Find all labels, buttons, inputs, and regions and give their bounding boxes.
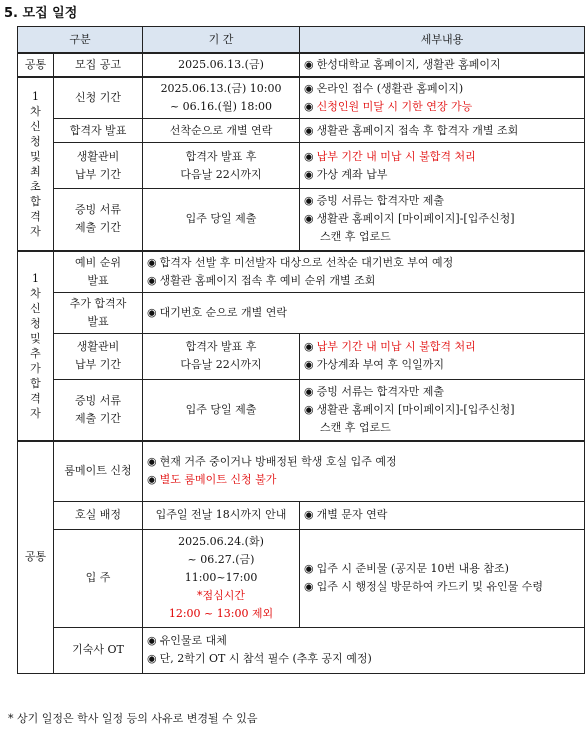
period-cell: 2025.06.13.(금) [143,53,300,77]
table-row [18,333,585,379]
table-row [18,53,585,77]
item-cell: 합격자 발표 [54,119,143,143]
details-cell: ◉ 납부 기간 내 미납 시 불합격 처리 ◉ 가상 계좌 납부 [300,143,585,189]
details-cell: ◉ 한성대학교 홈페이지, 생활관 홈페이지 [300,53,585,77]
table-row [18,529,585,627]
item-cell: 호실 배정 [54,501,143,529]
details-cell: ◉ 대기번호 순으로 개별 연락 [143,292,585,333]
period-cell: 선착순으로 개별 연락 [143,119,300,143]
details-cell: ◉ 증빙 서류는 합격자만 제출 ◉ 생활관 홈페이지 [마이페이지]-[입주신청] 스캔 후 업로드 [300,379,585,441]
table-row [18,292,585,333]
item-cell: 증빙 서류 제출 기간 [54,379,143,441]
item-cell: 증빙 서류 제출 기간 [54,189,143,251]
item-cell: 생활관비 납부 기간 [54,333,143,379]
group-cell: 공통 [18,441,54,673]
bullet-icon: ◉ [147,652,157,665]
item-cell: 신청 기간 [54,77,143,119]
period-cell: 합격자 발표 후 다음날 22시까지 [143,143,300,189]
bullet-icon: ◉ [304,149,314,163]
details-cell: ◉ 납부 기간 내 미납 시 불합격 처리 ◉ 가상계좌 부여 후 익일까지 [300,333,585,379]
bullet-icon: ◉ [304,402,314,416]
bullet-icon: ◉ [304,340,314,353]
bullet-icon: ◉ [304,508,314,521]
period-cell: 입주 당일 제출 [143,379,300,441]
details-cell: ◉ 증빙 서류는 합격자만 제출 ◉ 생활관 홈페이지 [마이페이지]-[입주신청] 스캔 후 업로드 [300,189,585,251]
period-cell: 입주일 전날 18시까지 안내 [143,501,300,529]
header-period: 기 간 [143,27,300,54]
bullet-icon: ◉ [304,194,314,208]
bullet-icon: ◉ [147,634,157,647]
group-cell: 1차신청및최초합격자 [18,77,54,251]
details-cell: ◉ 개별 문자 연락 [300,501,585,529]
details-cell: ◉ 온라인 접수 (생활관 홈페이지) ◉ 신청인원 미달 시 기한 연장 가능 [300,77,585,119]
table-row [18,189,585,251]
schedule-table [17,26,585,674]
item-cell: 생활관비 납부 기간 [54,143,143,189]
item-cell: 예비 순위 발표 [54,251,143,293]
table-row [18,77,585,119]
section-title: 5. 모집 일정 [4,6,78,21]
table-row [18,501,585,529]
bullet-icon: ◉ [147,273,157,287]
header-group: 구분 [18,27,143,54]
bullet-icon: ◉ [147,455,157,469]
bullet-icon: ◉ [304,580,314,593]
table-row [18,143,585,189]
bullet-icon: ◉ [304,358,314,371]
period-cell: 2025.06.13.(금) 10:00 ~ 06.16.(월) 18:00 [143,77,300,119]
header-details: 세부내용 [300,27,585,54]
group-cell: 1차신청및추가합격자 [18,251,54,442]
details-cell: ◉ 합격자 선발 후 미선발자 대상으로 선착순 대기번호 부여 예정 ◉ 생활관 홈페이지 접속 후 예비 순위 개별 조회 [143,251,585,293]
bullet-icon: ◉ [304,100,314,113]
bullet-icon: ◉ [304,58,314,71]
item-cell: 모집 공고 [54,53,143,77]
details-cell: ◉ 생활관 홈페이지 접속 후 합격자 개별 조회 [300,119,585,143]
group-cell: 공통 [18,53,54,77]
table-row [18,627,585,673]
table-row [18,119,585,143]
period-cell: 2025.06.24.(화) ~ 06.27.(금) 11:00~17:00 *점심시간 12:00 ~ 13:00 제외 [143,529,300,627]
bullet-icon: ◉ [147,255,157,269]
bullet-icon: ◉ [304,123,314,137]
period-cell: 합격자 발표 후 다음날 22시까지 [143,333,300,379]
table-header [18,27,585,54]
bullet-icon: ◉ [304,212,314,226]
table-row [18,379,585,441]
bullet-icon: ◉ [147,305,157,319]
bullet-icon: ◉ [304,167,314,181]
bullet-icon: ◉ [304,384,314,398]
period-cell: 입주 당일 제출 [143,189,300,251]
details-cell: ◉ 유인물로 대체 ◉ 단, 2학기 OT 시 참석 필수 (추후 공지 예정) [143,627,585,673]
item-cell: 기숙사 OT [54,627,143,673]
table-row [18,441,585,501]
details-cell: ◉ 현재 거주 중이거나 방배정된 학생 호실 입주 예정 ◉ 별도 룸메이트 신청 불가 [143,441,585,501]
bullet-icon: ◉ [304,562,314,575]
bullet-icon: ◉ [304,82,314,95]
table-row [18,251,585,293]
details-cell: ◉ 입주 시 준비물 (공지문 10번 내용 참조) ◉ 입주 시 행정실 방문하여 카드키 및 유인물 수령 [300,529,585,627]
item-cell: 입 주 [54,529,143,627]
item-cell: 룸메이트 신청 [54,441,143,501]
item-cell: 추가 합격자 발표 [54,292,143,333]
bullet-icon: ◉ [147,473,157,487]
footnote: * 상기 일정은 학사 일정 등의 사유로 변경될 수 있음 [8,712,258,725]
